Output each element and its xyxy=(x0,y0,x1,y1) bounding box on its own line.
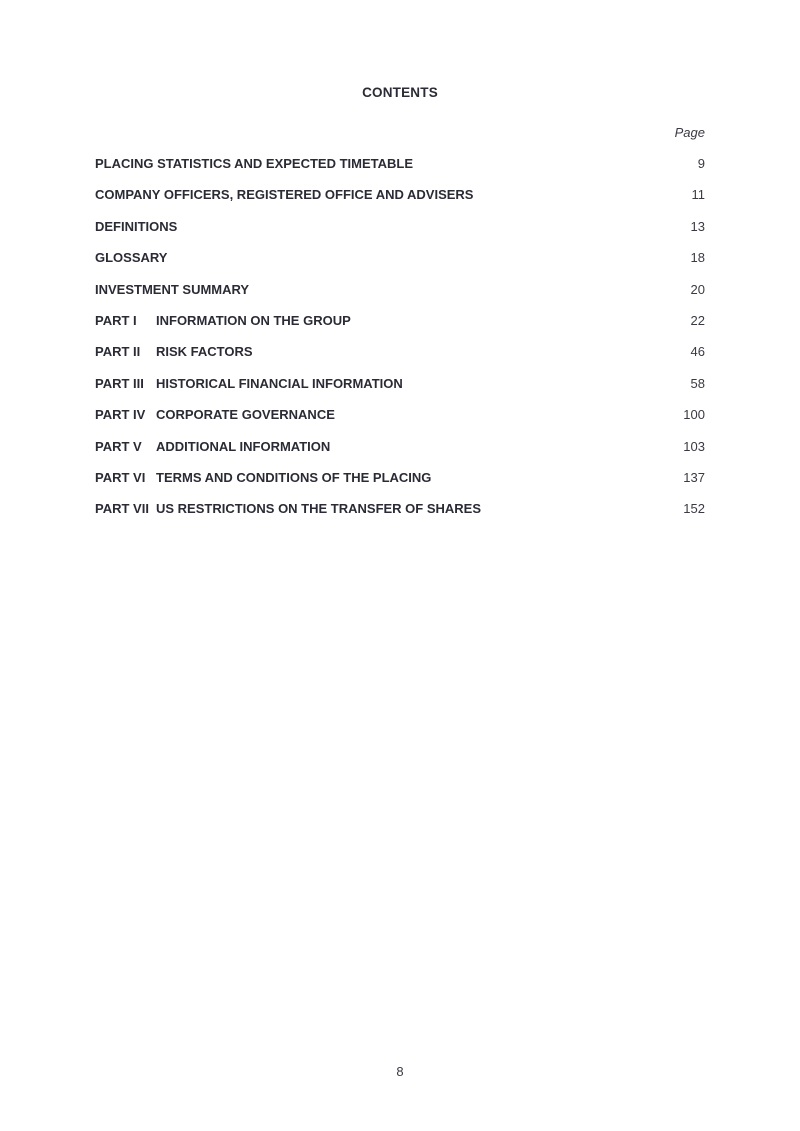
toc-entry-page: 103 xyxy=(683,438,705,454)
page-column-header: Page xyxy=(674,125,705,140)
toc-entry-page: 20 xyxy=(690,281,705,297)
toc-entry-part: PART IV xyxy=(95,407,146,423)
contents-title: CONTENTS xyxy=(362,85,438,100)
toc-entry-part: PART VII xyxy=(95,501,149,517)
toc-entry xyxy=(95,219,705,250)
toc-entry-label: INFORMATION ON THE GROUP xyxy=(156,312,351,328)
toc-entry xyxy=(95,376,705,407)
toc-entry xyxy=(95,501,705,532)
toc-entry-label: COMPANY OFFICERS, REGISTERED OFFICE AND ADVISERS xyxy=(95,187,474,203)
toc-entry-label: ADDITIONAL INFORMATION xyxy=(156,438,331,454)
toc-entry xyxy=(95,187,705,218)
toc-entry-part: PART V xyxy=(95,438,142,454)
toc-entry-part: PART II xyxy=(95,344,141,360)
toc-entry-page: 100 xyxy=(683,407,705,423)
toc-entry-part: PART III xyxy=(95,375,144,391)
toc-entry xyxy=(95,470,705,501)
toc-entry-label: US RESTRICTIONS ON THE TRANSFER OF SHARES xyxy=(156,501,482,517)
toc-entry xyxy=(95,282,705,313)
toc-entry-page: 152 xyxy=(683,501,705,517)
toc-entry xyxy=(95,344,705,375)
toc-entry-label: CORPORATE GOVERNANCE xyxy=(156,407,335,423)
toc-entry-page: 22 xyxy=(690,312,705,328)
toc-entry-page: 18 xyxy=(690,250,705,266)
toc-entry-label: GLOSSARY xyxy=(95,250,168,266)
toc-entry xyxy=(95,156,705,187)
toc-entry xyxy=(95,439,705,470)
toc-entry-page: 9 xyxy=(697,156,705,171)
toc-entry-label: PLACING STATISTICS AND EXPECTED TIMETABLE xyxy=(95,156,414,171)
toc-entry xyxy=(95,313,705,344)
toc-entry-part: PART I xyxy=(95,312,137,328)
toc-entry-page: 137 xyxy=(683,469,705,485)
toc-entry xyxy=(95,250,705,281)
toc-entry-page: 11 xyxy=(691,187,705,203)
footer-page-number: 8 xyxy=(396,1064,404,1079)
toc-entry xyxy=(95,407,705,438)
toc-entry-label: INVESTMENT SUMMARY xyxy=(95,281,250,297)
toc-entry-part: PART VI xyxy=(95,469,146,485)
toc-entry-page: 13 xyxy=(690,218,705,234)
toc-entry-label: DEFINITIONS xyxy=(95,218,178,234)
toc-entry-page: 58 xyxy=(690,375,705,391)
toc-entry-label: TERMS AND CONDITIONS OF THE PLACING xyxy=(156,469,432,485)
toc-entry-label: HISTORICAL FINANCIAL INFORMATION xyxy=(156,375,403,391)
table-of-contents xyxy=(95,156,705,533)
toc-entry-label: RISK FACTORS xyxy=(156,344,253,360)
toc-entry-page: 46 xyxy=(690,344,705,360)
